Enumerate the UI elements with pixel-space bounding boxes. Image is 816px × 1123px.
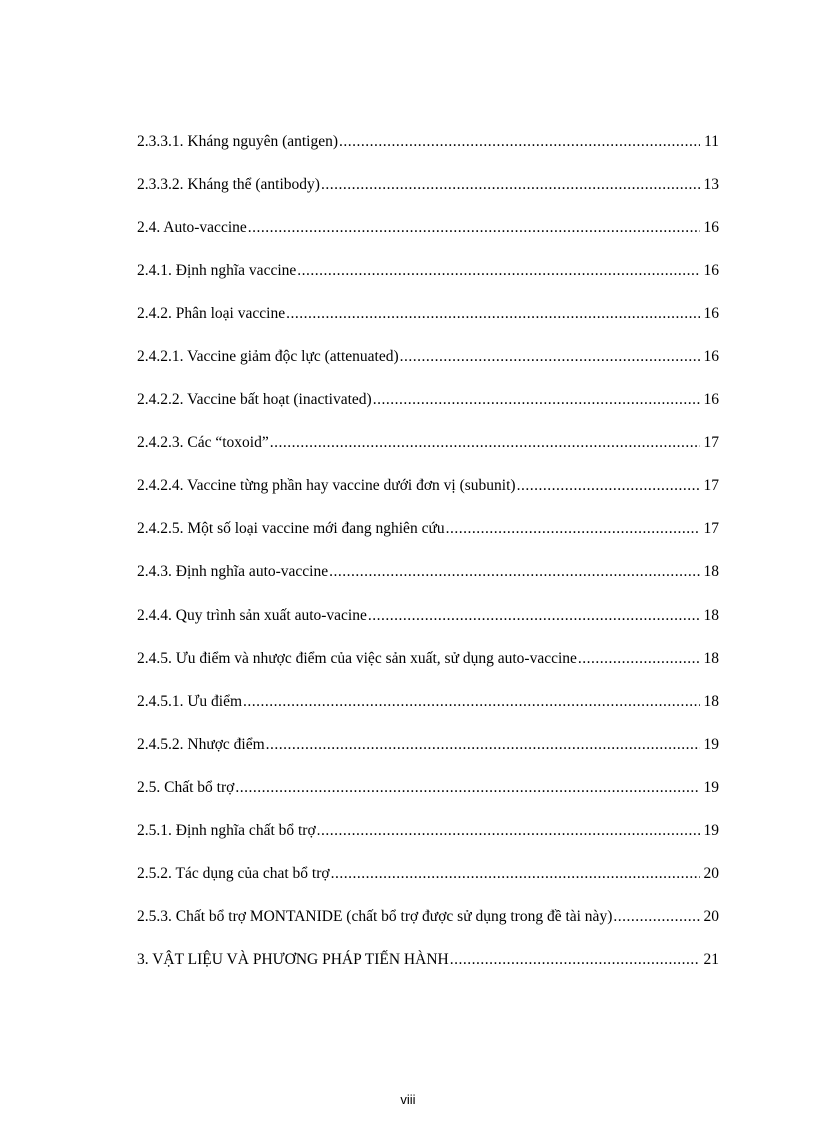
toc-entry[interactable] <box>137 475 719 518</box>
toc-entry-page: 19 <box>703 735 719 753</box>
toc-dot-leader <box>446 518 700 540</box>
toc-dot-leader <box>373 389 700 411</box>
toc-dot-leader <box>297 260 700 282</box>
toc-entry[interactable] <box>137 605 719 648</box>
toc-dot-leader <box>450 949 700 971</box>
toc-entry[interactable] <box>137 346 719 389</box>
toc-entry-title: 2.4.5.2. Nhược điểm <box>137 735 265 753</box>
toc-dot-leader <box>317 820 700 842</box>
toc-entry[interactable] <box>137 260 719 303</box>
toc-entry-page: 17 <box>703 477 719 495</box>
toc-entry-title: 2.3.3.2. Kháng thể (antibody) <box>137 176 320 194</box>
toc-dot-leader <box>321 174 700 196</box>
toc-dot-leader <box>613 906 700 928</box>
toc-entry-page: 16 <box>703 391 719 409</box>
toc-entry-title: 2.4.1. Định nghĩa vaccine <box>137 262 297 280</box>
page-number: viii <box>400 1092 416 1107</box>
toc-entry-page: 17 <box>703 520 719 538</box>
toc-dot-leader <box>339 131 700 153</box>
toc-entry-title: 2.5.1. Định nghĩa chất bổ trợ <box>137 821 316 839</box>
toc-entry-page: 18 <box>703 606 719 624</box>
toc-entry[interactable] <box>137 691 719 734</box>
toc-entry-title: 2.4.2.1. Vaccine giảm độc lực (attenuated) <box>137 348 399 366</box>
toc-entry[interactable] <box>137 432 719 475</box>
toc-entry-page: 18 <box>703 563 719 581</box>
toc-entry-title: 2.4.3. Định nghĩa auto-vaccine <box>137 563 329 581</box>
toc-entry[interactable] <box>137 949 719 992</box>
toc-entry-page: 17 <box>703 434 719 452</box>
toc-entry[interactable] <box>137 820 719 863</box>
toc-dot-leader <box>400 346 700 368</box>
table-of-contents <box>137 131 719 992</box>
toc-entry-page: 16 <box>703 219 719 237</box>
toc-entry-page: 16 <box>703 262 719 280</box>
toc-entry-title: 2.4.5.1. Ưu điểm <box>137 692 243 710</box>
toc-dot-leader <box>235 777 700 799</box>
toc-dot-leader <box>286 303 700 325</box>
toc-entry[interactable] <box>137 389 719 432</box>
toc-dot-leader <box>368 605 700 627</box>
toc-entry[interactable] <box>137 217 719 260</box>
toc-entry-page: 18 <box>703 649 719 667</box>
toc-entry-page: 20 <box>703 907 719 925</box>
toc-dot-leader <box>517 475 700 497</box>
toc-entry-title: 2.4. Auto-vaccine <box>137 219 247 237</box>
toc-entry-page: 19 <box>703 778 719 796</box>
toc-entry-page: 20 <box>703 864 719 882</box>
toc-dot-leader <box>578 648 700 670</box>
toc-entry[interactable] <box>137 906 719 949</box>
toc-entry-title: 2.4.4. Quy trình sản xuất auto-vacine <box>137 606 367 624</box>
toc-entry[interactable] <box>137 174 719 217</box>
toc-entry-title: 2.4.5. Ưu điểm và nhược điểm của việc sản xuất, sử dụng auto-vaccine <box>137 649 577 667</box>
toc-entry-page: 16 <box>703 348 719 366</box>
toc-dot-leader <box>329 561 700 583</box>
toc-entry-page: 19 <box>703 821 719 839</box>
toc-dot-leader <box>248 217 700 239</box>
toc-entry[interactable] <box>137 303 719 346</box>
toc-entry-title: 2.4.2.2. Vaccine bất hoạt (inactivated) <box>137 391 372 409</box>
toc-entry-title: 2.3.3.1. Kháng nguyên (antigen) <box>137 133 339 150</box>
toc-entry-title: 2.4.2.4. Vaccine từng phần hay vaccine dưới đơn vị (subunit) <box>137 477 516 495</box>
toc-entry-page: 16 <box>703 305 719 323</box>
toc-entry[interactable] <box>137 734 719 777</box>
toc-entry-page: 21 <box>703 950 719 968</box>
toc-entry-page: 11 <box>704 133 719 150</box>
toc-dot-leader <box>331 863 700 885</box>
toc-entry[interactable] <box>137 648 719 691</box>
toc-entry-title: 2.5.3. Chất bổ trợ MONTANIDE (chất bổ trợ được sử dụng trong đề tài này) <box>137 907 613 925</box>
toc-entry[interactable] <box>137 131 719 174</box>
toc-entry-title: 2.5. Chất bổ trợ <box>137 778 235 796</box>
toc-entry-title: 2.4.2.3. Các “toxoid” <box>137 434 269 452</box>
toc-entry-title: 3. VẬT LIỆU VÀ PHƯƠNG PHÁP TIẾN HÀNH <box>137 950 449 968</box>
toc-entry-page: 18 <box>703 692 719 710</box>
toc-entry[interactable] <box>137 561 719 604</box>
toc-entry-page: 13 <box>703 176 719 194</box>
toc-entry-title: 2.4.2.5. Một số loại vaccine mới đang nghiên cứu <box>137 520 445 538</box>
toc-entry[interactable] <box>137 777 719 820</box>
toc-dot-leader <box>243 691 700 713</box>
toc-entry[interactable] <box>137 518 719 561</box>
toc-dot-leader <box>270 432 700 454</box>
toc-entry-title: 2.4.2. Phân loại vaccine <box>137 305 286 323</box>
toc-dot-leader <box>266 734 700 756</box>
toc-entry[interactable] <box>137 863 719 906</box>
toc-entry-title: 2.5.2. Tác dụng của chat bổ trợ <box>137 864 330 882</box>
